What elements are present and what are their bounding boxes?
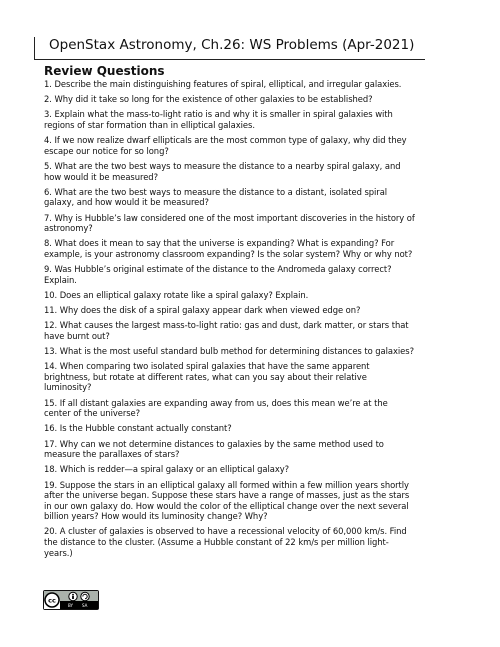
question-4 [44, 135, 456, 156]
question-6 [44, 187, 456, 208]
question-line: 14. When comparing two isolated spiral galaxies that have the same apparent [44, 361, 370, 372]
question-9 [44, 264, 456, 285]
question-line: 2. Why did it take so long for the existence of other galaxies to be established? [44, 94, 373, 105]
license-sa-label: SA [82, 603, 88, 608]
question-line: galaxy, and how would it be measured? [44, 197, 209, 208]
license-by-label: BY [68, 603, 73, 608]
question-line: billion years? How would its luminosity change? Why? [44, 511, 268, 522]
question-13 [44, 346, 456, 357]
question-line: 7. Why is Hubble’s law considered one of the most important discoveries in the history of [44, 212, 415, 223]
question-line: center of the universe? [44, 408, 141, 419]
question-10 [44, 290, 456, 301]
question-line: example, is your astronomy classroom expanding? Is the solar system? Why or why not? [44, 248, 413, 259]
question-17 [44, 439, 456, 460]
question-line: years.) [44, 547, 73, 558]
question-20 [44, 526, 456, 558]
question-line: measure the parallaxes of stars? [44, 449, 180, 460]
question-line: escape our notice for so long? [44, 145, 169, 156]
question-line: how would it be measured? [44, 171, 158, 182]
question-12 [44, 320, 456, 341]
question-16 [44, 423, 456, 434]
section-title: Review Questions [44, 64, 165, 78]
question-line: 18. Which is redder—a spiral galaxy or an elliptical galaxy? [44, 464, 290, 475]
question-line: 11. Why does the disk of a spiral galaxy appear dark when viewed edge on? [44, 305, 361, 316]
question-14 [44, 361, 456, 393]
question-8 [44, 238, 456, 259]
cc-license-badge [43, 590, 99, 610]
question-line: 6. What are the two best ways to measure the distance to a distant, isolated spiral [44, 186, 388, 197]
question-line: 8. What does it mean to say that the universe is expanding? What is expanding? For [44, 238, 395, 249]
question-line: in our own galaxy do. How would the color of the elliptical change over the next several [44, 500, 409, 511]
question-line: regions of star formation than in elliptical galaxies. [44, 119, 255, 130]
question-line: 12. What causes the largest mass-to-light ratio: gas and dust, dark matter, or stars that [44, 320, 409, 331]
question-line: 15. If all distant galaxies are expanding away from us, does this mean we’re at the [44, 397, 388, 408]
question-1 [44, 79, 456, 90]
question-line: 9. Was Hubble’s original estimate of the distance to the Andromeda galaxy correct? [44, 264, 392, 275]
question-2 [44, 94, 456, 105]
question-line: 4. If we now realize dwarf ellipticals are the most common type of galaxy, why did they [44, 135, 407, 146]
question-3 [44, 109, 456, 130]
question-19 [44, 480, 456, 522]
header-frame [34, 37, 425, 60]
question-line: 20. A cluster of galaxies is observed to have a recessional velocity of 60,000 km/s. Find [44, 526, 407, 537]
question-line: 19. Suppose the stars in an elliptical galaxy all formed within a few million years shortly [44, 479, 409, 490]
question-line: 3. Explain what the mass-to-light ratio is and why it is smaller in spiral galaxies with [44, 109, 393, 120]
question-11 [44, 305, 456, 316]
question-line: after the universe began. Suppose these stars have a range of masses, just as the stars [44, 490, 410, 501]
question-line: astronomy? [44, 223, 93, 234]
question-line: 5. What are the two best ways to measure the distance to a nearby spiral galaxy, and [44, 160, 401, 171]
question-line: 1. Describe the main distinguishing features of spiral, elliptical, and irregular galaxies. [44, 79, 402, 89]
question-line: luminosity? [44, 382, 92, 393]
question-5 [44, 161, 456, 182]
question-7 [44, 213, 456, 234]
question-line: Explain. [44, 274, 77, 285]
question-line: brightness, but rotate at different rates, what can you say about their relative [44, 371, 367, 382]
question-line: 13. What is the most useful standard bulb method for determining distances to galaxies? [44, 346, 414, 356]
question-line: 16. Is the Hubble constant actually constant? [44, 423, 232, 434]
page-title: OpenStax Astronomy, Ch.26: WS Problems (Apr-2021) [49, 37, 415, 53]
question-line: the distance to the cluster. (Assume a Hubble constant of 22 km/s per million light- [44, 537, 389, 548]
question-line: have burnt out? [44, 330, 110, 341]
question-list [44, 79, 456, 563]
question-line: 17. Why can we not determine distances to galaxies by the same method used to [44, 438, 384, 449]
question-line: 10. Does an elliptical galaxy rotate like a spiral galaxy? Explain. [44, 289, 309, 300]
question-18 [44, 464, 456, 475]
question-15 [44, 398, 456, 419]
svg-text:cc: cc [48, 596, 56, 605]
